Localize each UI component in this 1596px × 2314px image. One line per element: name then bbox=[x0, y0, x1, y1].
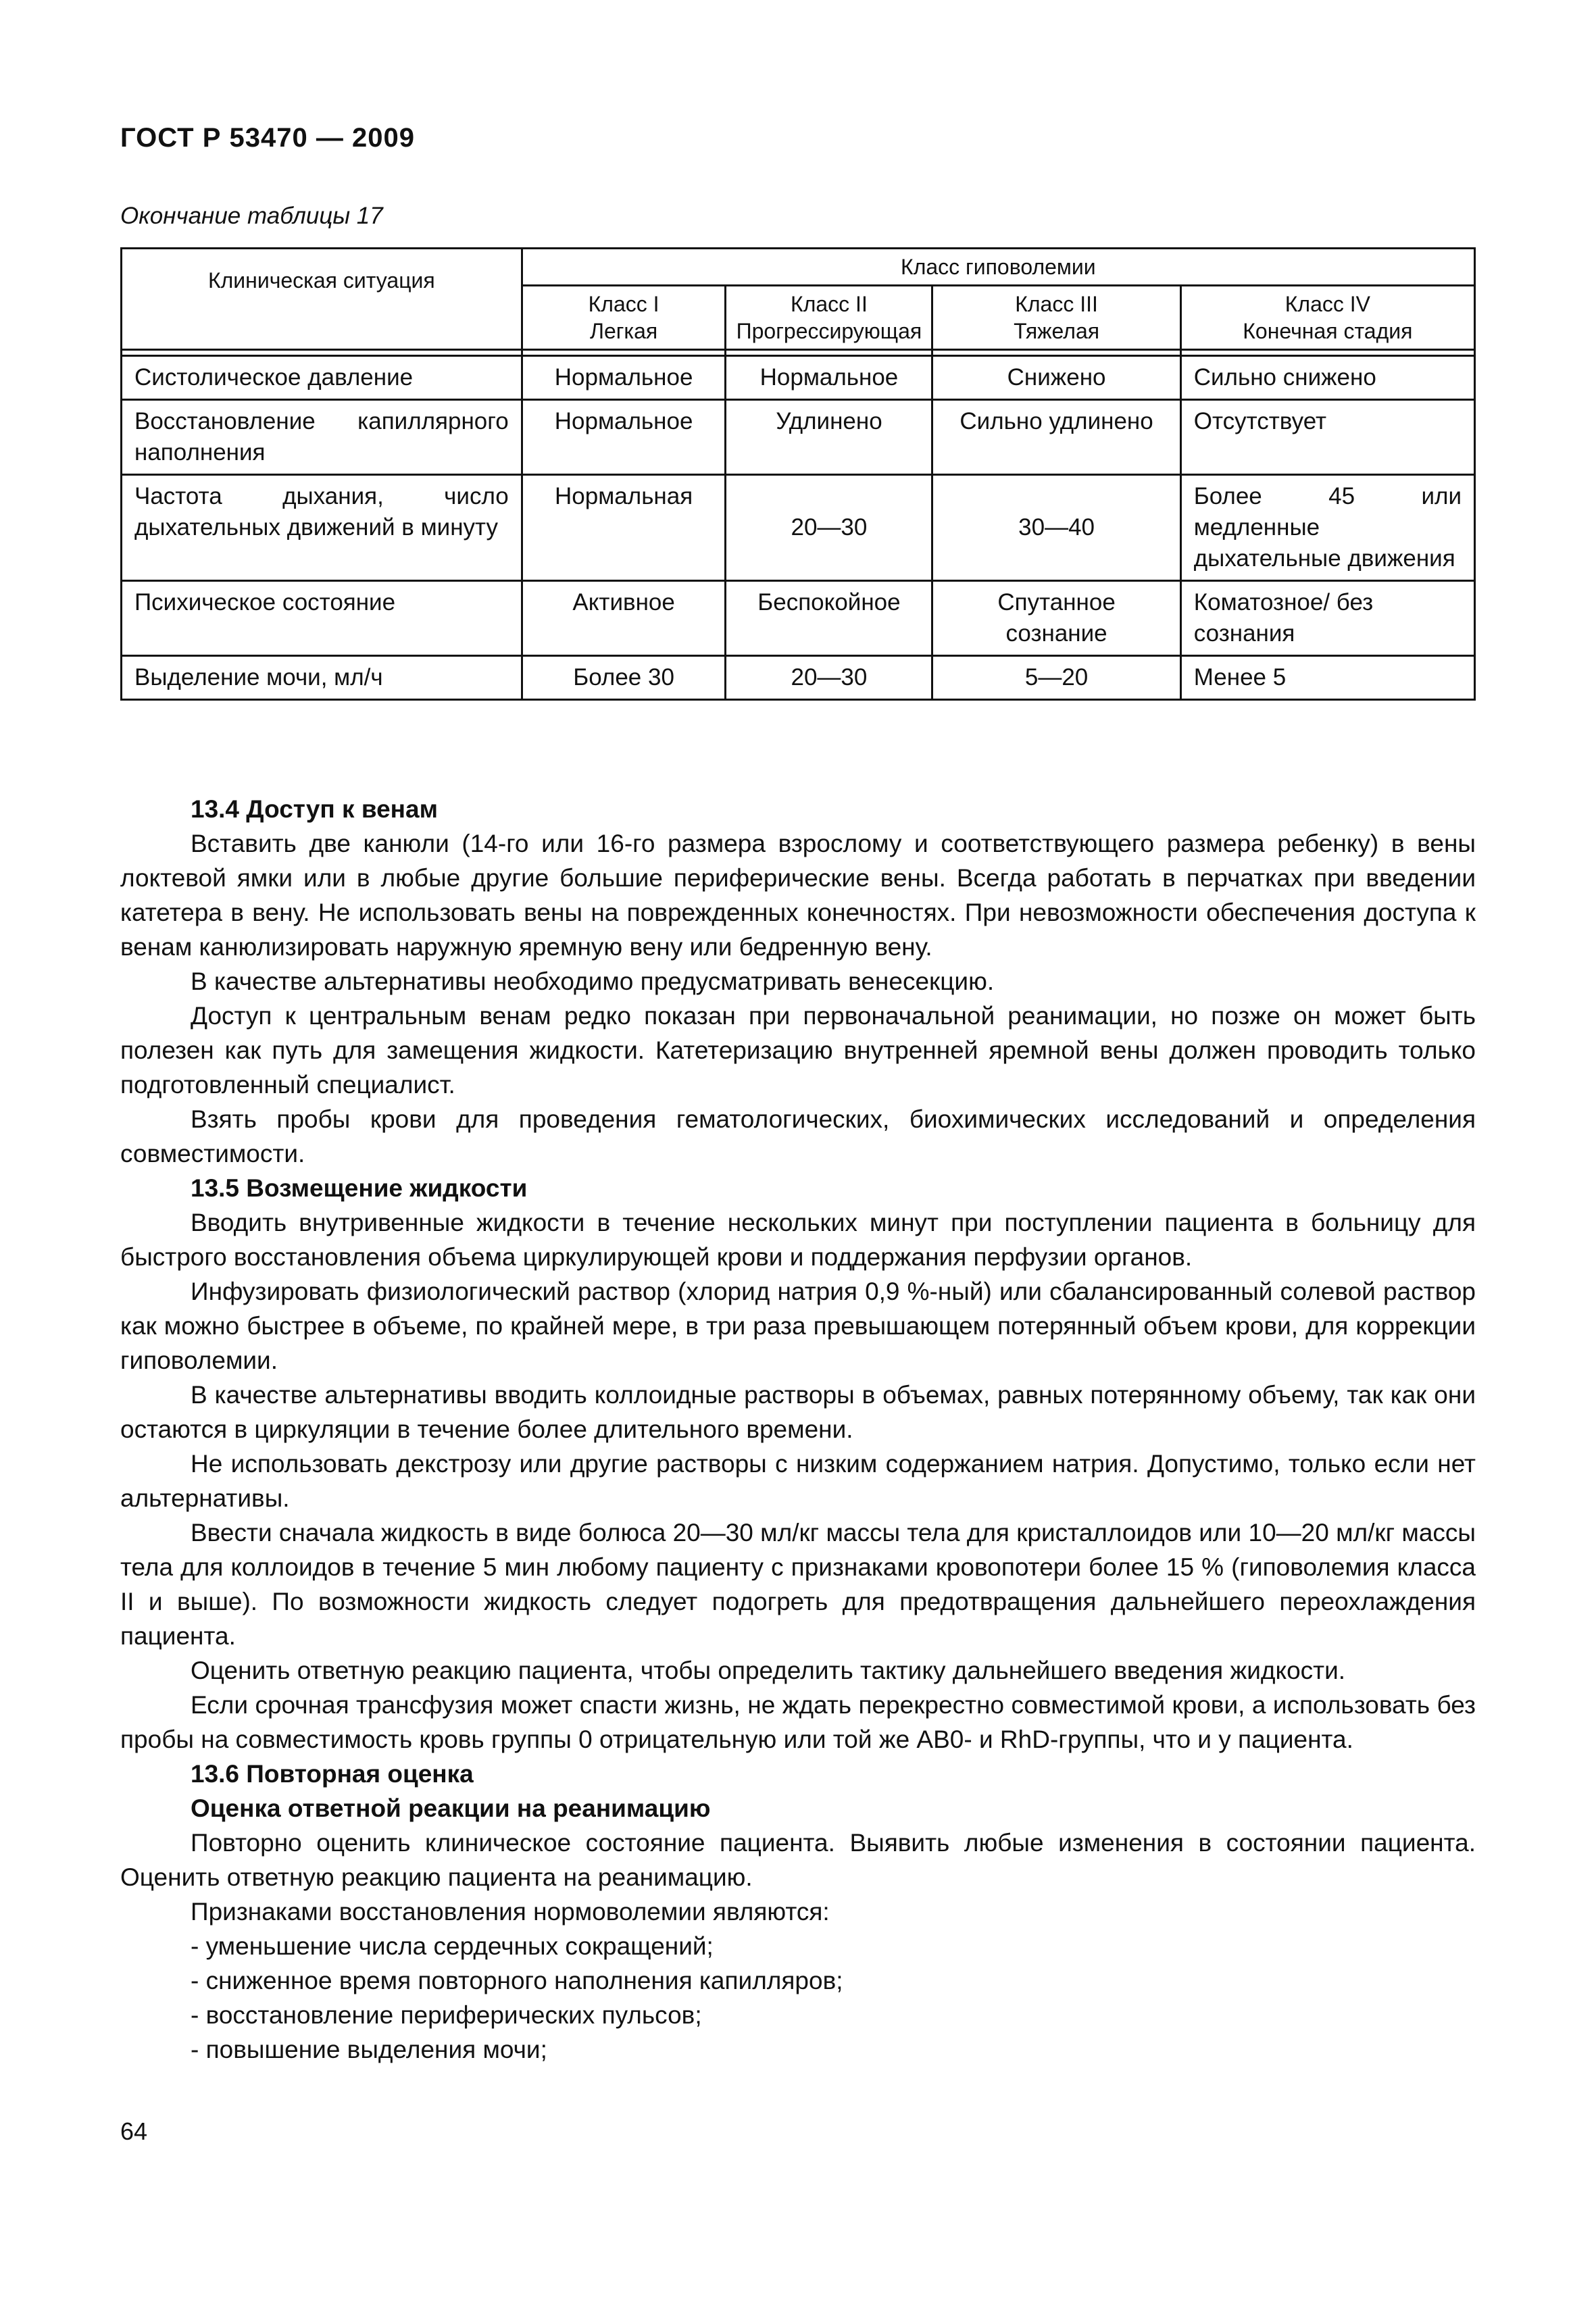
table-row bbox=[122, 656, 1475, 700]
list-item: - повышение выделения мочи; bbox=[191, 2036, 547, 2063]
paragraph: Повторно оценить клиническое состояние пациента. Выявить любые изменения в состоянии пациента. Оценить ответную реакцию пациента на реанимацию. bbox=[120, 1829, 1476, 1891]
row-situation: Психическое состояние bbox=[122, 581, 522, 656]
cell-class-4: Отсутствует bbox=[1180, 400, 1474, 475]
paragraph: Вставить две канюли (14-го или 16-го размера взрослому и соответствующего размера ребенку) в вены локтевой ямки или в любые другие большие периферические вены. Всегда работать в перчатках при введении катетера в вену. Не использовать вены на поврежденных конечностях. При невозможности обеспечения доступа к венам канюлизировать наружную яремную вену или бедренную вену. bbox=[120, 830, 1476, 961]
row-situation: Частота дыхания, число дыхательных движений в минуту bbox=[122, 475, 522, 581]
header-class-group: Класс гиповолемии bbox=[522, 249, 1474, 286]
cell-class-4: Коматозное/ без сознания bbox=[1180, 581, 1474, 656]
paragraph: Взять пробы крови для проведения гематологических, биохимических исследований и определения совместимости. bbox=[120, 1105, 1476, 1167]
cell-class-1: Нормальное bbox=[522, 356, 726, 400]
table-row bbox=[122, 400, 1475, 475]
standard-header: ГОСТ Р 53470 — 2009 bbox=[120, 123, 415, 153]
cell-class-2: Удлинено bbox=[726, 400, 932, 475]
section-13-6-title: 13.6 Повторная оценка bbox=[191, 1760, 474, 1788]
paragraph: Если срочная трансфузия может спасти жизнь, не ждать перекрестно совместимой крови, а использовать без пробы на совместимость кровь группы 0 отрицательную или той же АВ0- и RhD-группы, что и у пациента. bbox=[120, 1691, 1476, 1753]
row-situation: Выделение мочи, мл/ч bbox=[122, 656, 522, 700]
header-class-2: Класс II Прогрессирующая bbox=[726, 286, 932, 350]
cell-class-1: Активное bbox=[522, 581, 726, 656]
header-class-1: Класс I Легкая bbox=[522, 286, 726, 350]
cell-class-3: Сильно удлинено bbox=[932, 400, 1180, 475]
cell-class-3: 30—40 bbox=[932, 475, 1180, 581]
table-row bbox=[122, 475, 1475, 581]
cell-class-4: Сильно снижено bbox=[1180, 356, 1474, 400]
paragraph: В качестве альтернативы вводить коллоидные растворы в объемах, равных потерянному объему, так как они остаются в циркуляции в течение более длительного времени. bbox=[120, 1381, 1476, 1443]
page-number: 64 bbox=[120, 2117, 148, 2145]
header-separator bbox=[122, 350, 1475, 356]
cell-class-3: Спутанное сознание bbox=[932, 581, 1180, 656]
section-13-5-title: 13.5 Возмещение жидкости bbox=[191, 1174, 528, 1202]
table-header-row bbox=[122, 249, 1475, 286]
hypovolemia-table bbox=[120, 247, 1476, 701]
cell-class-2: Беспокойное bbox=[726, 581, 932, 656]
header-class-3: Класс III Тяжелая bbox=[932, 286, 1180, 350]
header-class-4: Класс IV Конечная стадия bbox=[1180, 286, 1474, 350]
cell-class-3: Снижено bbox=[932, 356, 1180, 400]
table-caption: Окончание таблицы 17 bbox=[120, 203, 383, 229]
section-13-4-title: 13.4 Доступ к венам bbox=[191, 795, 438, 823]
paragraph: Инфузировать физиологический раствор (хлорид натрия 0,9 %-ный) или сбалансированный солевой раствор как можно быстрее в объеме, по крайней мере, в три раза превышающем потерянный объем крови, для коррекции гиповолемии. bbox=[120, 1278, 1476, 1374]
cell-class-1: Более 30 bbox=[522, 656, 726, 700]
paragraph: Признаками восстановления нормоволемии являются: bbox=[191, 1898, 830, 1926]
header-situation: Клиническая ситуация bbox=[122, 249, 522, 350]
cell-class-4: Более 45 или медленные дыхательные движения bbox=[1180, 475, 1474, 581]
paragraph: В качестве альтернативы необходимо предусматривать венесекцию. bbox=[191, 967, 995, 995]
cell-class-4: Менее 5 bbox=[1180, 656, 1474, 700]
section-13-6-subtitle: Оценка ответной реакции на реанимацию bbox=[191, 1794, 711, 1822]
list-item: - сниженное время повторного наполнения капилляров; bbox=[191, 1967, 843, 1994]
document-body bbox=[120, 792, 1476, 2067]
cell-class-2: 20—30 bbox=[726, 656, 932, 700]
paragraph: Ввести сначала жидкость в виде болюса 20—30 мл/кг массы тела для кристаллоидов или 10—20 мл/кг массы тела для коллоидов в течение 5 мин любому пациенту с признаками кровопотери более 15 % (гиповолемия класса II и выше). По возможности жидкость следует подогреть для предотвращения дальнейшего переохлаждения пациента. bbox=[120, 1519, 1476, 1650]
table-row bbox=[122, 581, 1475, 656]
cell-class-2: Нормальное bbox=[726, 356, 932, 400]
paragraph: Доступ к центральным венам редко показан при первоначальной реанимации, но позже он может быть полезен как путь для замещения жидкости. Катетеризацию внутренней яремной вены должен проводить только подготовленный специалист. bbox=[120, 1002, 1476, 1099]
list-item: - восстановление периферических пульсов; bbox=[191, 2001, 702, 2029]
cell-class-2: 20—30 bbox=[726, 475, 932, 581]
row-situation: Восстановление капиллярного наполнения bbox=[122, 400, 522, 475]
paragraph: Вводить внутривенные жидкости в течение нескольких минут при поступлении пациента в больницу для быстрого восстановления объема циркулирующей крови и поддержания перфузии органов. bbox=[120, 1209, 1476, 1271]
cell-class-1: Нормальная bbox=[522, 475, 726, 581]
row-situation: Систолическое давление bbox=[122, 356, 522, 400]
cell-class-1: Нормальное bbox=[522, 400, 726, 475]
paragraph: Оценить ответную реакцию пациента, чтобы определить тактику дальнейшего введения жидкости. bbox=[191, 1657, 1346, 1684]
cell-class-3: 5—20 bbox=[932, 656, 1180, 700]
paragraph: Не использовать декстрозу или другие растворы с низким содержанием натрия. Допустимо, только если нет альтернативы. bbox=[120, 1450, 1476, 1512]
list-item: - уменьшение числа сердечных сокращений; bbox=[191, 1932, 714, 1960]
table-row bbox=[122, 356, 1475, 400]
